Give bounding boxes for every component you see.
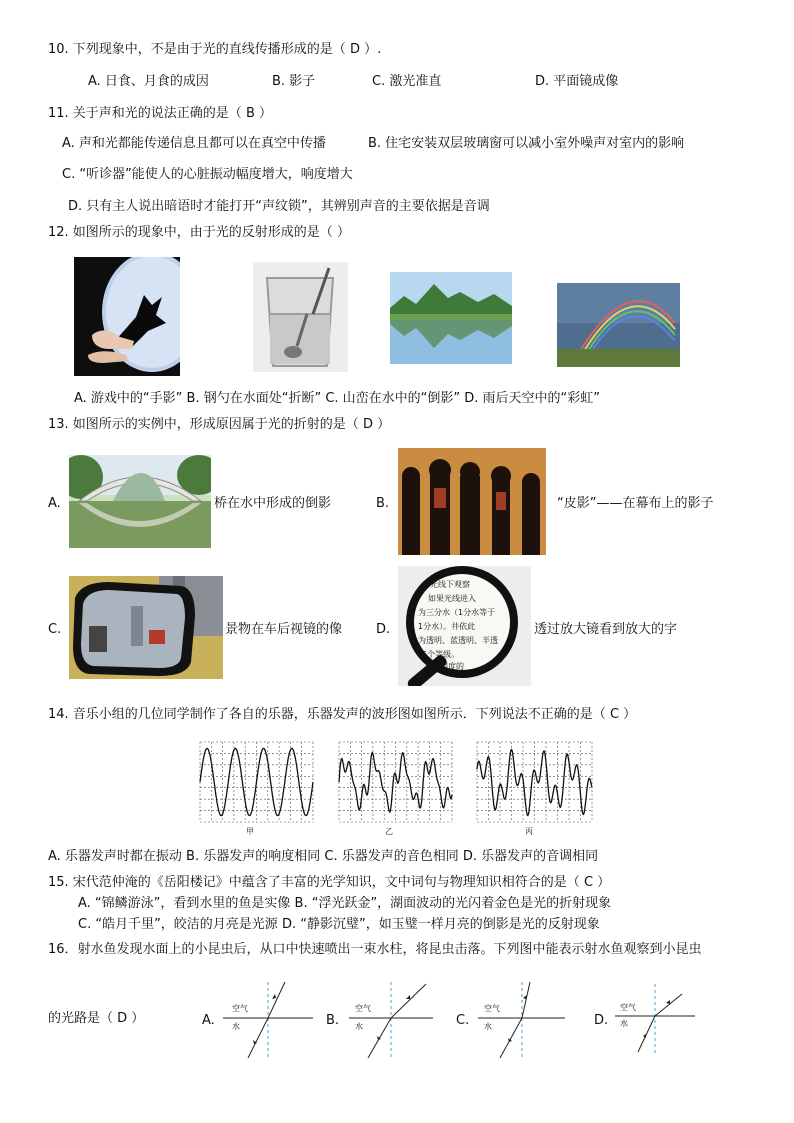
q16-stem-continued: 的光路是（ D ）: [48, 1011, 145, 1026]
wave-label-bing: 丙: [525, 827, 533, 836]
q16c-water-label: 水: [484, 1022, 492, 1031]
q13-option-d-letter: D.: [376, 622, 391, 637]
q16-letter-b: B.: [326, 1013, 340, 1028]
q11-option-d: D. 只有主人说出暗语时才能打开“声纹锁”，其辨别声音的主要依据是音调: [68, 199, 490, 214]
q13-option-c-text: 景物在车后视镜的像: [225, 622, 343, 637]
q10-option-b: B. 影子: [272, 74, 316, 89]
magnifier-text-line: 1分水）。井依此: [418, 622, 476, 631]
q14-stem: 14. 音乐小组的几位同学制作了各自的乐器，乐器发声的波形图如图所示．下列说法不正确的是（ C ）: [48, 707, 637, 722]
q13-option-d-text: 透过放大镜看到放大的字: [534, 622, 678, 637]
q13-stem: 13. 如图所示的实例中，形成原因属于光的折射的是（ D ）: [48, 417, 391, 432]
q10-stem: 10. 下列现象中，不是由于光的直线传播形成的是（ D ）.: [48, 42, 382, 57]
q16b-air-label: 空气: [355, 1004, 371, 1013]
q16-letter-d: D.: [594, 1013, 609, 1028]
q16a-air-label: 空气: [232, 1004, 248, 1013]
q11-option-c: C. “听诊器”能使人的心脏振动幅度增大，响度增大: [62, 167, 353, 182]
magnifier-text-line: 5个等级。: [422, 650, 460, 659]
q10-option-d: D. 平面镜成像: [535, 74, 619, 89]
q16-letter-a: A.: [202, 1013, 215, 1028]
q16-stem: 16．射水鱼发现水面上的小昆虫后，从口中快速喷出一束水柱，将昆虫击落。下列图中能表示射水鱼观察到小昆虫: [48, 942, 702, 957]
q16c-air-label: 空气: [484, 1004, 500, 1013]
q13-option-a-letter: A.: [48, 496, 61, 511]
q15-line1: A. “锦鳞游泳”，看到水里的鱼是实像 B. “浮光跃金”，湖面波动的光闪着金色是光的折射现象: [78, 896, 612, 911]
q12-stem: 12. 如图所示的现象中，由于光的反射形成的是（ ）: [48, 225, 350, 240]
magnifier-text-line: 为三分水（1分水等于: [418, 608, 496, 617]
q16b-water-label: 水: [355, 1022, 363, 1031]
q16a-water-label: 水: [232, 1022, 240, 1031]
q10-option-c: C. 激光准直: [372, 74, 442, 89]
magnifier-text-line: 透明度的: [432, 662, 464, 671]
q16d-air-label: 空气: [620, 1003, 636, 1012]
q13-option-b-letter: B.: [376, 496, 390, 511]
magnifier-text-line: 如果光线进入: [428, 594, 476, 603]
q11-option-a: A. 声和光都能传递信息且都可以在真空中传播: [62, 136, 326, 151]
wave-label-jia: 甲: [246, 827, 254, 836]
q16d-water-label: 水: [620, 1019, 628, 1028]
q11-stem: 11. 关于声和光的说法正确的是（ B ）: [48, 106, 272, 121]
q12-options: A. 游戏中的“手影” B. 钢勺在水面处“折断” C. 山峦在水中的“倒影” D. 雨后天空中的“彩虹”: [74, 391, 601, 406]
q13-option-c-letter: C.: [48, 622, 62, 637]
q16-letter-c: C.: [456, 1013, 470, 1028]
magnifier-text-line: 为透明、蓝透明、半透: [418, 636, 498, 645]
q10-option-a: A. 日食、月食的成因: [88, 74, 209, 89]
q11-option-b: B. 住宅安装双层玻璃窗可以减小室外噪声对室内的影响: [368, 136, 685, 151]
q13-option-b-text: “皮影”——在幕布上的影子: [557, 496, 714, 511]
wave-label-yi: 乙: [385, 827, 393, 836]
q14-options: A. 乐器发声时都在振动 B. 乐器发声的响度相同 C. 乐器发声的音色相同 D. 乐器发声的音调相同: [48, 849, 599, 864]
q15-line2: C. “皓月千里”，皎洁的月亮是光源 D. “静影沉璧”，如玉璧一样月亮的倒影是光的反射现象: [78, 917, 600, 932]
q13-option-a-text: 桥在水中形成的倒影: [214, 496, 332, 511]
q15-stem: 15. 宋代范仲淹的《岳阳楼记》中蕴含了丰富的光学知识，文中词句与物理知识相符合的是（ C ）: [48, 875, 611, 890]
magnifier-text-line: 光线下观察: [430, 580, 470, 589]
